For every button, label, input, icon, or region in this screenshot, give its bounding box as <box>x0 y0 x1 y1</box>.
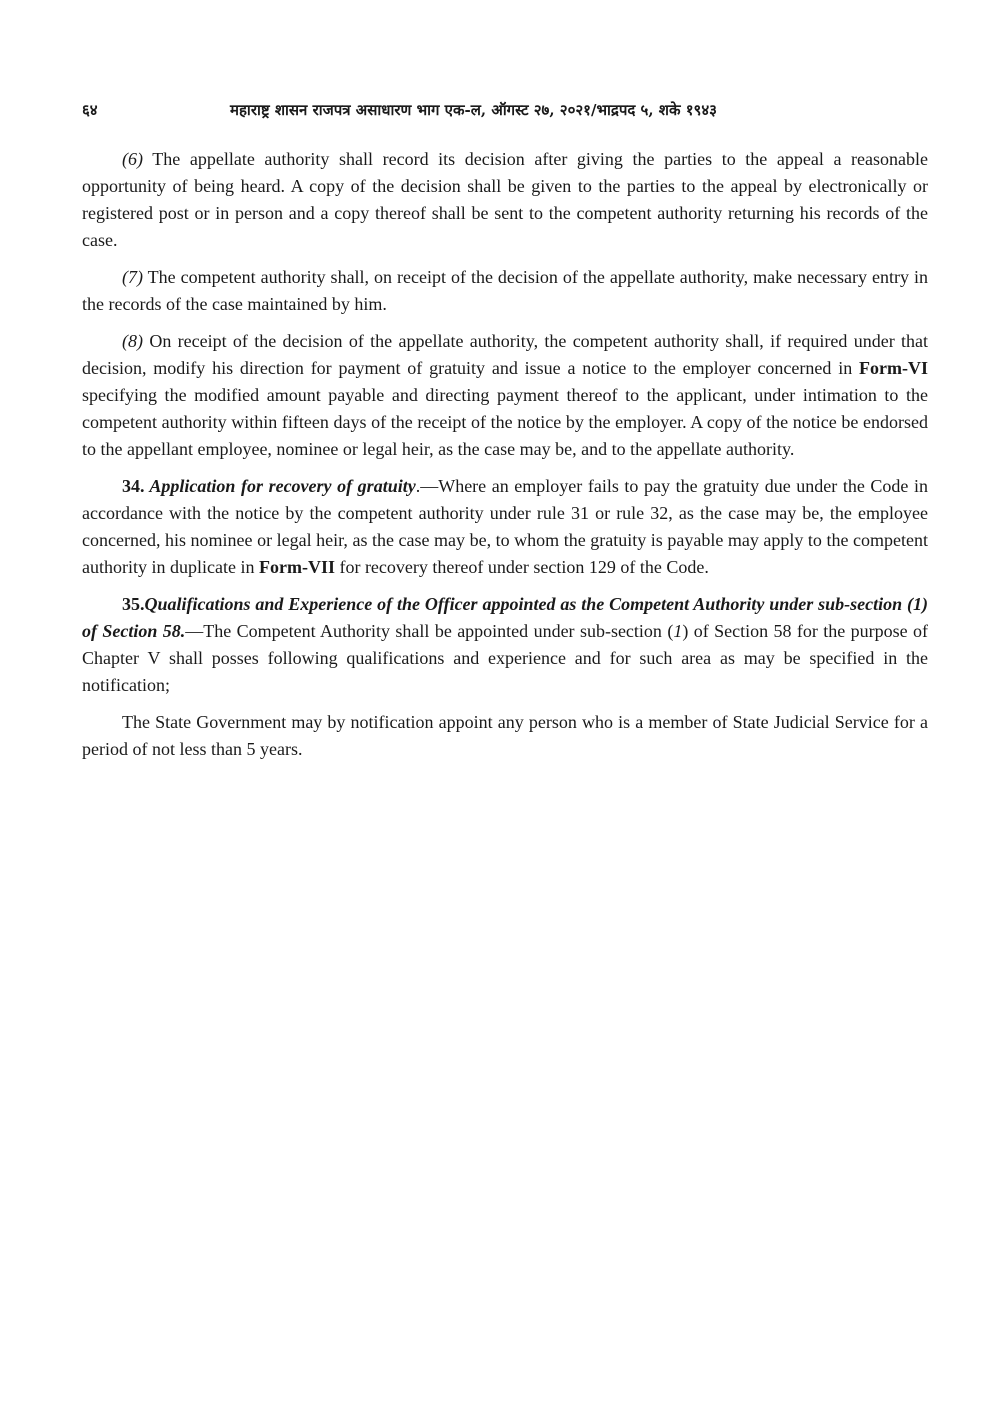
section-heading: Application for recovery of gratuity <box>144 476 416 496</box>
form-reference: Form-VI <box>859 358 928 378</box>
document-body <box>82 146 928 773</box>
paragraph-7 <box>82 264 928 318</box>
section-34 <box>82 473 928 581</box>
section-35 <box>82 591 928 699</box>
subrule-number: (7) <box>122 267 143 287</box>
paragraph-text: The competent authority shall, on receipt of the decision of the appellate authority, make necessary entry in the records of the case maintained by him. <box>82 267 928 314</box>
paragraph-text: On receipt of the decision of the appellate authority, the competent authority shall, if required under that decision, modify his direction for payment of gratuity and issue a notice to the employer concerned in <box>82 331 928 378</box>
paragraph-text: ) of Section 58 for the purpose of Chapter V shall posses following qualifications and experience and for such area as may be specified in the notification; <box>82 621 928 695</box>
paragraph-text: —The Competent Authority shall be appointed under sub-section ( <box>185 621 674 641</box>
paragraph-text: The appellate authority shall record its decision after giving the parties to the appeal a reasonable opportunity of being heard. A copy of the decision shall be given to the parties to the appeal by electronically or registered post or in person and a copy thereof shall be sent to the competent authority returning his records of the case. <box>82 149 928 250</box>
subsection-number: 1 <box>673 621 683 641</box>
subrule-number: (8) <box>122 331 143 351</box>
section-number: 34. <box>122 476 145 496</box>
paragraph-text: The State Government may by notification appoint any person who is a member of State Judicial Service for a period of not less than 5 years. <box>82 712 928 759</box>
subrule-number: (6) <box>122 149 143 169</box>
paragraph-6 <box>82 146 928 254</box>
form-reference: Form-VII <box>258 557 335 577</box>
section-number: 35. <box>122 594 145 614</box>
page-header <box>82 100 928 130</box>
paragraph-text: specifying the modified amount payable and directing payment thereof to the applicant, under intimation to the competent authority within fifteen days of the receipt of the notice by the employer. A copy of the notice be endorsed to the appellant employee, nominee or legal heir, as the case may be, and to the appellate authority. <box>82 385 928 459</box>
paragraph-text: .—Where an employer fails to pay the gratuity due under the Code in accordance with the notice by the competent authority under rule 31 or rule 32, as the case may be, the employee concerned, his nominee or legal heir, as the case may be, to whom the gratuity is payable may apply to the competent authority in duplicate in <box>82 476 928 577</box>
paragraph-text: for recovery thereof under section 129 of the Code. <box>334 557 709 577</box>
page-number: ६४ <box>82 101 98 119</box>
section-heading: Qualifications and Experience of the Officer appointed as the Competent Authority under sub-section (1) of Section 58. <box>82 594 928 641</box>
paragraph-state-government <box>82 709 928 763</box>
paragraph-8 <box>82 328 928 463</box>
gazette-header-title: महाराष्ट्र शासन राजपत्र असाधारण भाग एक-ल, ऑगस्ट २७, २०२१/भाद्रपद ५, शके १९४३ <box>230 101 717 119</box>
